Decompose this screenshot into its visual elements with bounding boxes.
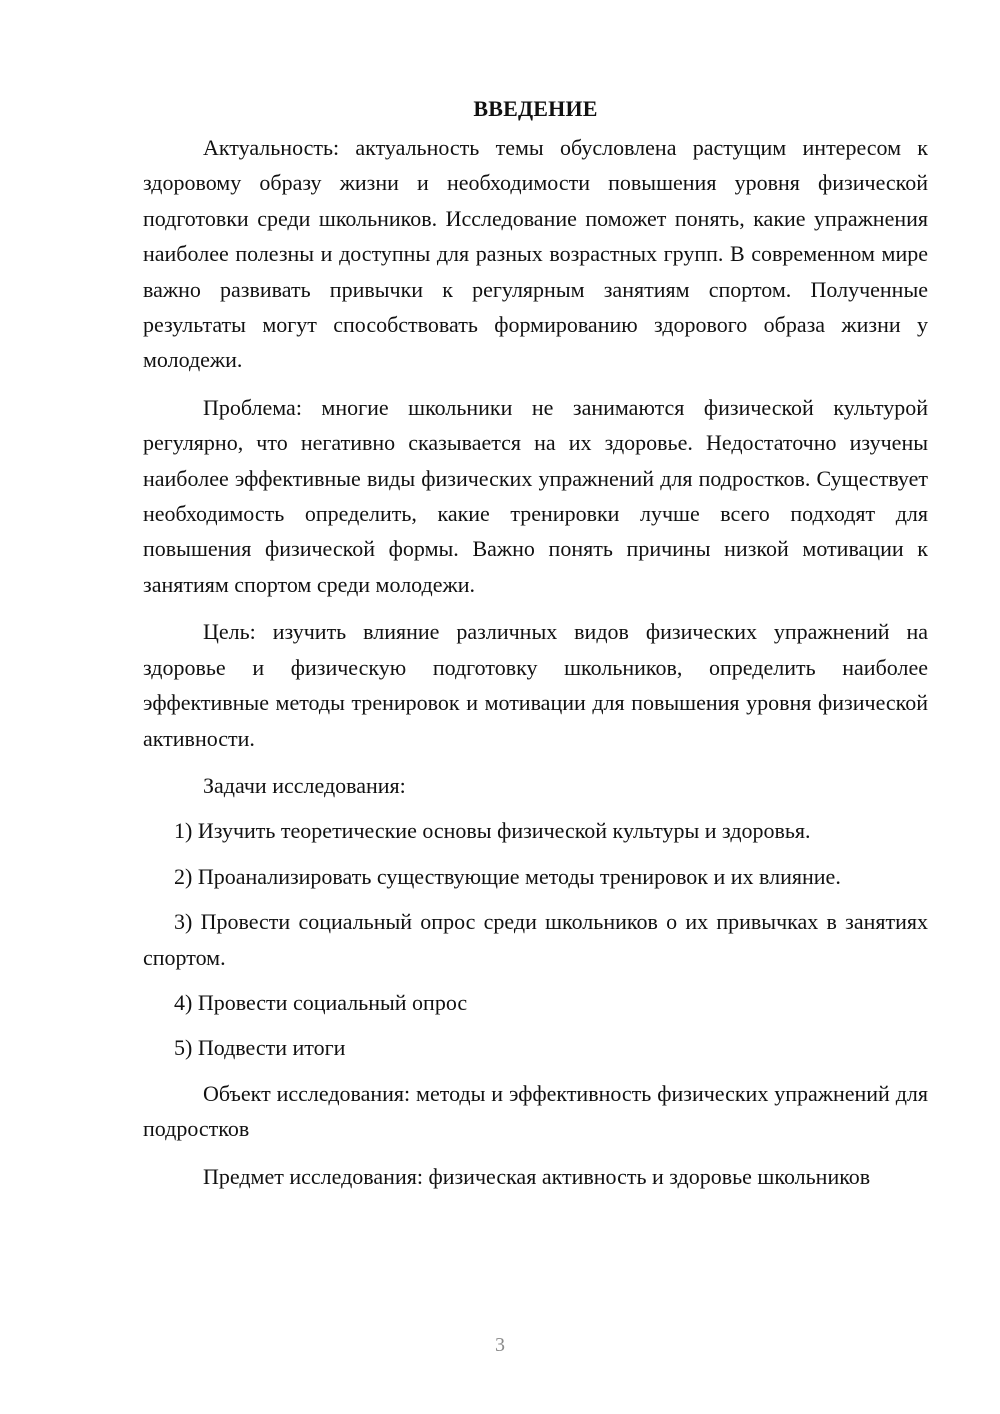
tasks-heading: Задачи исследования:	[203, 772, 406, 798]
page-number: 3	[495, 1334, 505, 1356]
document-page	[143, 94, 928, 1206]
subject-paragraph: Предмет исследования: физическая активность и здоровье школьников	[203, 1163, 871, 1189]
document-title: ВВЕДЕНИЕ	[473, 96, 598, 121]
goal-paragraph: Цель: изучить влияние различных видов физических упражнений на здоровье и физическую подготовку школьников, определить наиболее эффективные методы тренировок и мотивации для повышения уровня физической активности.	[143, 619, 928, 751]
task-item-4: 4) Провести социальный опрос	[174, 989, 468, 1015]
task-item-2: 2) Проанализировать существующие методы тренировок и их влияние.	[174, 863, 841, 889]
relevance-paragraph: Актуальность: актуальность темы обусловлена растущим интересом к здоровому образу жизни и необходимости повышения уровня физической подготовки среди школьников. Исследование поможет понять, какие упражнения наиболее полезны и доступны для разных возрастных групп. В современном мире важно развивать привычки к регулярным занятиям спортом. Полученные результаты могут способствовать формированию здорового образа жизни у молодежи.	[143, 135, 928, 373]
object-paragraph: Объект исследования: методы и эффективность физических упражнений для подростков	[143, 1080, 928, 1142]
task-item-3: 3) Провести социальный опрос среди школьников о их привычках в занятиях спортом.	[143, 909, 928, 970]
task-item-5: 5) Подвести итоги	[174, 1035, 346, 1061]
problem-paragraph: Проблема: многие школьники не занимаются физической культурой регулярно, что негативно сказывается на их здоровье. Недостаточно изучены наиболее эффективные виды физических упражнений для подростков. Существует необходимость определить, какие тренировки лучше всего подходят для повышения физической формы. Важно понять причины низкой мотивации к занятиям спортом среди молодежи.	[143, 394, 928, 597]
task-item-1: 1) Изучить теоретические основы физической культуры и здоровья.	[174, 818, 811, 844]
